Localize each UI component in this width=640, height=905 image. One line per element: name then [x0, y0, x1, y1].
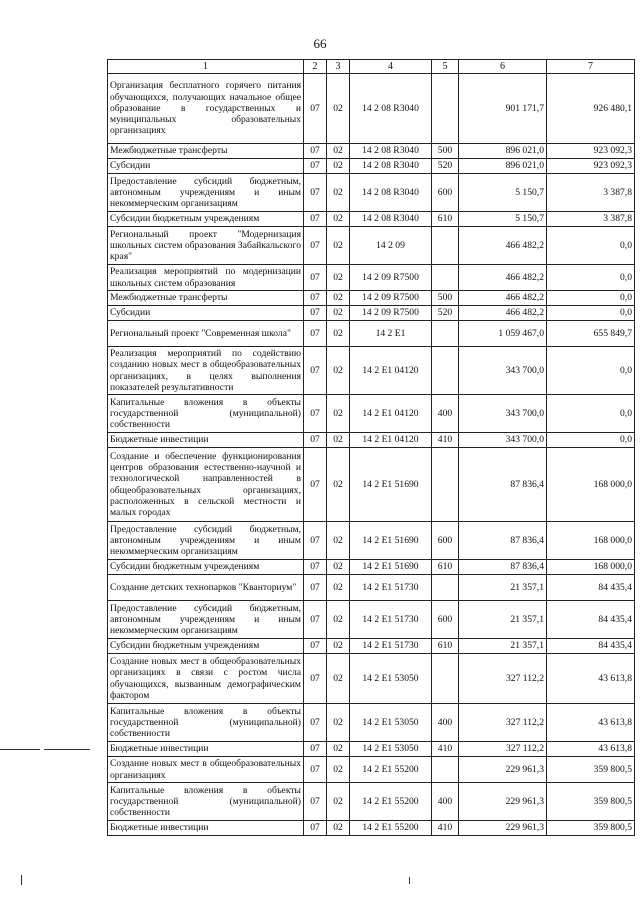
row-expense-type: 410	[432, 821, 459, 836]
row-amount-col7: 84 435,4	[547, 639, 635, 654]
row-name: Реализация мероприятий по модернизации школьных систем образования	[108, 265, 304, 291]
table-row	[108, 821, 635, 836]
row-expense-type	[432, 265, 459, 291]
row-section-code: 07	[304, 654, 327, 704]
row-name: Субсидии бюджетным учреждениям	[108, 560, 304, 575]
row-name: Капитальные вложения в объекты государственной (муниципальной) собственности	[108, 783, 304, 821]
row-name: Создание новых мест в общеобразовательных организациях в связи с ростом числа обучающихся, вызванным демографическим фактором	[108, 654, 304, 704]
row-target-article: 14 2 E1 53050	[350, 654, 432, 704]
table-row	[108, 395, 635, 433]
row-expense-type: 610	[432, 212, 459, 227]
row-subsection-code: 02	[327, 757, 350, 783]
row-name: Создание новых мест в общеобразовательных организациях	[108, 757, 304, 783]
row-amount-col7: 926 480,1	[547, 74, 635, 144]
row-name: Бюджетные инвестиции	[108, 433, 304, 448]
scan-artifact-mark	[21, 875, 22, 885]
row-amount-col6: 229 961,3	[459, 757, 547, 783]
header-col-5: 5	[432, 60, 459, 74]
row-section-code: 07	[304, 821, 327, 836]
row-amount-col7: 84 435,4	[547, 575, 635, 601]
row-section-code: 07	[304, 639, 327, 654]
row-expense-type: 610	[432, 560, 459, 575]
row-subsection-code: 02	[327, 159, 350, 174]
row-name: Создание детских технопарков "Кванториум"	[108, 575, 304, 601]
row-expense-type: 520	[432, 306, 459, 321]
row-amount-col7: 168 000,0	[547, 522, 635, 560]
row-amount-col7: 0,0	[547, 395, 635, 433]
row-target-article: 14 2 E1 55200	[350, 783, 432, 821]
row-amount-col6: 896 021,0	[459, 144, 547, 159]
table-row	[108, 227, 635, 265]
row-section-code: 07	[304, 265, 327, 291]
row-target-article: 14 2 08 R3040	[350, 159, 432, 174]
row-amount-col6: 327 112,2	[459, 654, 547, 704]
row-amount-col7: 0,0	[547, 291, 635, 306]
row-section-code: 07	[304, 704, 327, 742]
row-expense-type: 500	[432, 144, 459, 159]
row-amount-col7: 359 800,5	[547, 783, 635, 821]
row-subsection-code: 02	[327, 654, 350, 704]
row-amount-col6: 5 150,7	[459, 174, 547, 212]
header-col-4: 4	[350, 60, 432, 74]
scan-artifact-line	[44, 749, 90, 750]
row-expense-type	[432, 227, 459, 265]
table-row	[108, 601, 635, 639]
row-amount-col6: 21 357,1	[459, 575, 547, 601]
row-target-article: 14 2 09 R7500	[350, 306, 432, 321]
row-subsection-code: 02	[327, 742, 350, 757]
row-amount-col7: 0,0	[547, 433, 635, 448]
table-row	[108, 174, 635, 212]
row-expense-type: 400	[432, 783, 459, 821]
row-amount-col7: 359 800,5	[547, 821, 635, 836]
row-amount-col7: 168 000,0	[547, 560, 635, 575]
row-expense-type	[432, 448, 459, 522]
row-name: Субсидии бюджетным учреждениям	[108, 639, 304, 654]
row-amount-col6: 343 700,0	[459, 347, 547, 395]
row-amount-col7: 3 387,8	[547, 174, 635, 212]
row-section-code: 07	[304, 448, 327, 522]
row-section-code: 07	[304, 74, 327, 144]
row-amount-col7: 0,0	[547, 347, 635, 395]
header-col-7: 7	[547, 60, 635, 74]
row-subsection-code: 02	[327, 448, 350, 522]
row-subsection-code: 02	[327, 433, 350, 448]
table-header-row	[108, 60, 635, 74]
row-amount-col7: 0,0	[547, 227, 635, 265]
row-expense-type	[432, 575, 459, 601]
row-subsection-code: 02	[327, 575, 350, 601]
table-row	[108, 639, 635, 654]
table-row	[108, 291, 635, 306]
row-section-code: 07	[304, 159, 327, 174]
row-amount-col6: 901 171,7	[459, 74, 547, 144]
table-row	[108, 212, 635, 227]
row-section-code: 07	[304, 757, 327, 783]
row-expense-type: 600	[432, 522, 459, 560]
row-name: Региональный проект "Современная школа"	[108, 321, 304, 347]
row-subsection-code: 02	[327, 212, 350, 227]
row-amount-col6: 343 700,0	[459, 433, 547, 448]
row-target-article: 14 2 E1 53050	[350, 742, 432, 757]
row-target-article: 14 2 E1 04120	[350, 433, 432, 448]
row-target-article: 14 2 08 R3040	[350, 74, 432, 144]
row-amount-col6: 343 700,0	[459, 395, 547, 433]
table-row	[108, 757, 635, 783]
row-subsection-code: 02	[327, 321, 350, 347]
row-amount-col6: 466 482,2	[459, 265, 547, 291]
row-section-code: 07	[304, 560, 327, 575]
row-amount-col7: 43 613,8	[547, 704, 635, 742]
row-expense-type	[432, 654, 459, 704]
row-subsection-code: 02	[327, 601, 350, 639]
row-amount-col6: 87 836,4	[459, 448, 547, 522]
table-row	[108, 704, 635, 742]
row-section-code: 07	[304, 144, 327, 159]
row-target-article: 14 2 08 R3040	[350, 144, 432, 159]
row-name: Реализация мероприятий по содействию созданию новых мест в общеобразовательных организациях, в целях выполнения показателей результативности	[108, 347, 304, 395]
table-row	[108, 265, 635, 291]
row-name: Создание и обеспечение функционирования центров образования естественно-научной и технологической направленностей в общеобразовательных организациях, расположенных в сельской местности и малых городах	[108, 448, 304, 522]
row-section-code: 07	[304, 783, 327, 821]
row-name: Межбюджетные трансферты	[108, 291, 304, 306]
table-row	[108, 560, 635, 575]
row-amount-col7: 43 613,8	[547, 654, 635, 704]
row-amount-col7: 923 092,3	[547, 159, 635, 174]
row-target-article: 14 2 08 R3040	[350, 174, 432, 212]
row-name: Бюджетные инвестиции	[108, 821, 304, 836]
row-section-code: 07	[304, 212, 327, 227]
row-section-code: 07	[304, 306, 327, 321]
row-expense-type: 410	[432, 433, 459, 448]
row-amount-col6: 327 112,2	[459, 704, 547, 742]
row-target-article: 14 2 09	[350, 227, 432, 265]
row-section-code: 07	[304, 742, 327, 757]
row-name: Бюджетные инвестиции	[108, 742, 304, 757]
row-expense-type: 520	[432, 159, 459, 174]
row-amount-col6: 229 961,3	[459, 783, 547, 821]
table-row	[108, 575, 635, 601]
row-name: Предоставление субсидий бюджетным, автономным учреждениям и иным некоммерческим организациям	[108, 601, 304, 639]
row-name: Предоставление субсидий бюджетным, автономным учреждениям и иным некоммерческим организациям	[108, 522, 304, 560]
row-subsection-code: 02	[327, 306, 350, 321]
row-target-article: 14 2 E1 04120	[350, 347, 432, 395]
row-target-article: 14 2 08 R3040	[350, 212, 432, 227]
row-expense-type: 410	[432, 742, 459, 757]
row-section-code: 07	[304, 174, 327, 212]
row-expense-type: 400	[432, 704, 459, 742]
row-subsection-code: 02	[327, 783, 350, 821]
row-name: Субсидии бюджетным учреждениям	[108, 212, 304, 227]
row-name: Межбюджетные трансферты	[108, 144, 304, 159]
row-subsection-code: 02	[327, 144, 350, 159]
row-amount-col6: 466 482,2	[459, 306, 547, 321]
row-subsection-code: 02	[327, 639, 350, 654]
row-target-article: 14 2 E1 51690	[350, 522, 432, 560]
row-expense-type: 600	[432, 174, 459, 212]
row-target-article: 14 2 E1 51730	[350, 575, 432, 601]
table-row	[108, 783, 635, 821]
row-subsection-code: 02	[327, 227, 350, 265]
table-row	[108, 742, 635, 757]
row-name: Капитальные вложения в объекты государственной (муниципальной) собственности	[108, 704, 304, 742]
row-name: Субсидии	[108, 306, 304, 321]
row-expense-type: 500	[432, 291, 459, 306]
row-section-code: 07	[304, 433, 327, 448]
row-target-article: 14 2 E1 55200	[350, 821, 432, 836]
row-amount-col6: 5 150,7	[459, 212, 547, 227]
row-name: Субсидии	[108, 159, 304, 174]
row-amount-col6: 896 021,0	[459, 159, 547, 174]
header-col-2: 2	[304, 60, 327, 74]
table-row	[108, 306, 635, 321]
row-target-article: 14 2 E1 53050	[350, 704, 432, 742]
table-row	[108, 448, 635, 522]
row-expense-type: 610	[432, 639, 459, 654]
table-body	[108, 74, 635, 836]
row-name: Региональный проект "Модернизация школьных систем образования Забайкальского края"	[108, 227, 304, 265]
row-subsection-code: 02	[327, 265, 350, 291]
row-amount-col6: 1 059 467,0	[459, 321, 547, 347]
row-subsection-code: 02	[327, 347, 350, 395]
row-subsection-code: 02	[327, 560, 350, 575]
row-subsection-code: 02	[327, 522, 350, 560]
table-row	[108, 74, 635, 144]
row-amount-col6: 87 836,4	[459, 560, 547, 575]
row-target-article: 14 2 E1 51730	[350, 639, 432, 654]
row-expense-type	[432, 321, 459, 347]
row-amount-col6: 327 112,2	[459, 742, 547, 757]
row-section-code: 07	[304, 227, 327, 265]
scan-artifact-line	[0, 749, 40, 750]
row-amount-col7: 655 849,7	[547, 321, 635, 347]
table-row	[108, 654, 635, 704]
row-amount-col7: 84 435,4	[547, 601, 635, 639]
row-target-article: 14 2 09 R7500	[350, 265, 432, 291]
table-row	[108, 144, 635, 159]
header-col-1: 1	[108, 60, 304, 74]
row-amount-col7: 923 092,3	[547, 144, 635, 159]
row-expense-type	[432, 347, 459, 395]
row-subsection-code: 02	[327, 395, 350, 433]
row-amount-col6: 466 482,2	[459, 291, 547, 306]
row-expense-type	[432, 74, 459, 144]
header-col-3: 3	[327, 60, 350, 74]
row-section-code: 07	[304, 575, 327, 601]
row-target-article: 14 2 E1 51690	[350, 448, 432, 522]
row-target-article: 14 2 09 R7500	[350, 291, 432, 306]
row-expense-type: 400	[432, 395, 459, 433]
row-subsection-code: 02	[327, 291, 350, 306]
row-target-article: 14 2 E1 51730	[350, 601, 432, 639]
row-name: Капитальные вложения в объекты государственной (муниципальной) собственности	[108, 395, 304, 433]
table-row	[108, 522, 635, 560]
row-amount-col7: 359 800,5	[547, 757, 635, 783]
row-target-article: 14 2 E1 51690	[350, 560, 432, 575]
row-section-code: 07	[304, 321, 327, 347]
row-target-article: 14 2 E1 04120	[350, 395, 432, 433]
row-section-code: 07	[304, 291, 327, 306]
scan-artifact-mark	[409, 877, 410, 884]
row-target-article: 14 2 E1	[350, 321, 432, 347]
row-subsection-code: 02	[327, 174, 350, 212]
row-amount-col6: 21 357,1	[459, 639, 547, 654]
row-name: Предоставление субсидий бюджетным, автономным учреждениям и иным некоммерческим организациям	[108, 174, 304, 212]
row-amount-col7: 0,0	[547, 265, 635, 291]
row-amount-col6: 87 836,4	[459, 522, 547, 560]
row-amount-col7: 168 000,0	[547, 448, 635, 522]
row-subsection-code: 02	[327, 704, 350, 742]
row-subsection-code: 02	[327, 74, 350, 144]
row-amount-col7: 0,0	[547, 306, 635, 321]
row-subsection-code: 02	[327, 821, 350, 836]
table-row	[108, 347, 635, 395]
header-col-6: 6	[459, 60, 547, 74]
row-amount-col7: 43 613,8	[547, 742, 635, 757]
row-amount-col6: 21 357,1	[459, 601, 547, 639]
page-number: 66	[313, 36, 327, 51]
table-row	[108, 433, 635, 448]
row-section-code: 07	[304, 601, 327, 639]
row-amount-col6: 466 482,2	[459, 227, 547, 265]
row-section-code: 07	[304, 347, 327, 395]
budget-table	[107, 59, 635, 836]
row-amount-col6: 229 961,3	[459, 821, 547, 836]
row-target-article: 14 2 E1 55200	[350, 757, 432, 783]
row-expense-type	[432, 757, 459, 783]
row-section-code: 07	[304, 522, 327, 560]
row-expense-type: 600	[432, 601, 459, 639]
row-section-code: 07	[304, 395, 327, 433]
row-name: Организация бесплатного горячего питания обучающихся, получающих начальное общее образование в государственных и муниципальных образовательных организациях	[108, 74, 304, 144]
table-row	[108, 159, 635, 174]
table-row	[108, 321, 635, 347]
row-amount-col7: 3 387,8	[547, 212, 635, 227]
